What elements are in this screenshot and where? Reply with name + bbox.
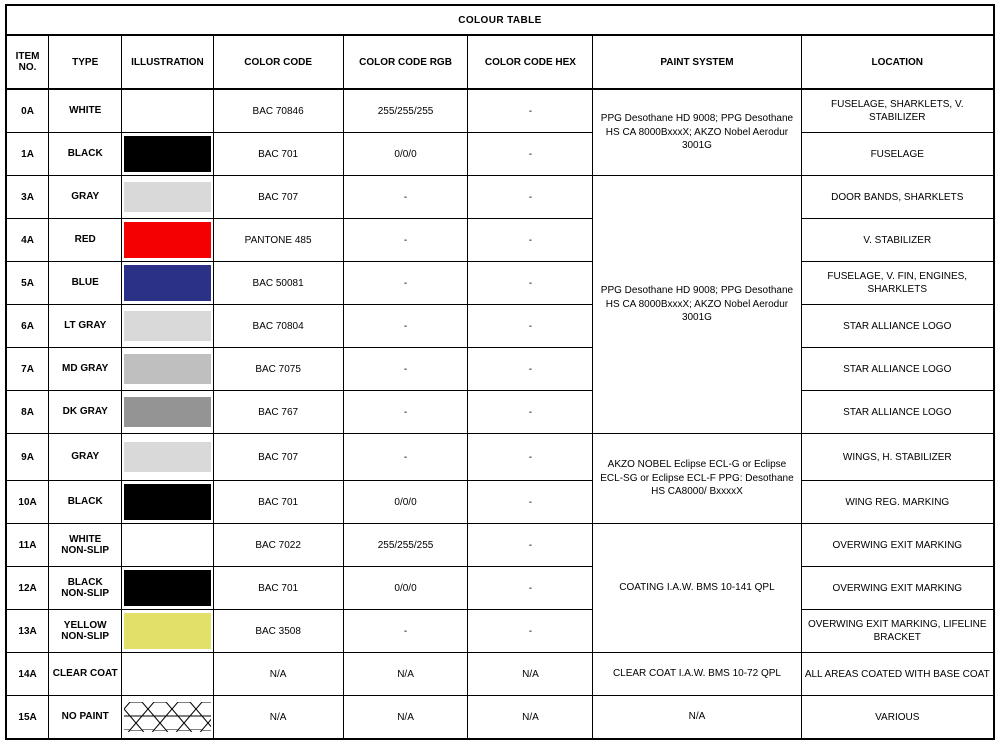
table-row bbox=[6, 391, 994, 434]
cell-color-code: BAC 70804 bbox=[213, 305, 343, 348]
cell-type-line2: NON-SLIP bbox=[61, 545, 110, 556]
cell-color-code-rgb: - bbox=[343, 176, 468, 219]
cell-illustration bbox=[122, 391, 213, 434]
cell-color-code: BAC 767 bbox=[213, 391, 343, 434]
cell-color-code-hex: - bbox=[468, 391, 593, 434]
cell-color-code: N/A bbox=[213, 653, 343, 696]
cell-color-code: BAC 701 bbox=[213, 133, 343, 176]
cell-color-code-rgb: 255/255/255 bbox=[343, 89, 468, 133]
table-header-row bbox=[6, 35, 994, 89]
cell-illustration bbox=[122, 610, 213, 653]
cell-color-code-rgb: 255/255/255 bbox=[343, 524, 468, 567]
cell-color-code-rgb: - bbox=[343, 219, 468, 262]
table-row bbox=[6, 481, 994, 524]
cell-item-no: 14A bbox=[6, 653, 49, 696]
cell-color-code: BAC 70846 bbox=[213, 89, 343, 133]
cell-type bbox=[49, 524, 122, 567]
cell-paint-system: N/A bbox=[593, 696, 801, 740]
cell-color-code: BAC 7075 bbox=[213, 348, 343, 391]
table-row bbox=[6, 610, 994, 653]
cell-color-code-rgb: - bbox=[343, 391, 468, 434]
cell-paint-system: AKZO NOBEL Eclipse ECL-G or Eclipse ECL-SG or Eclipse ECL-F PPG: Desothane HS CA8000/ BxxxxX bbox=[593, 434, 801, 524]
color-swatch bbox=[124, 222, 210, 258]
color-swatch bbox=[124, 613, 210, 649]
cell-color-code-hex: - bbox=[468, 133, 593, 176]
cell-color-code-rgb: 0/0/0 bbox=[343, 567, 468, 610]
cell-type-line2: NON-SLIP bbox=[61, 631, 110, 642]
cell-item-no: 10A bbox=[6, 481, 49, 524]
cell-color-code-rgb: - bbox=[343, 348, 468, 391]
hexagon-pattern-icon bbox=[124, 702, 210, 732]
cell-illustration bbox=[122, 696, 213, 740]
header-item-no bbox=[6, 35, 49, 89]
cell-type: BLACK bbox=[49, 133, 122, 176]
cell-illustration bbox=[122, 524, 213, 567]
cell-illustration bbox=[122, 89, 213, 133]
header-location: LOCATION bbox=[801, 35, 994, 89]
cell-location: WING REG. MARKING bbox=[801, 481, 994, 524]
header-color-code-rgb: COLOR CODE RGB bbox=[343, 35, 468, 89]
cell-location: ALL AREAS COATED WITH BASE COAT bbox=[801, 653, 994, 696]
table-row bbox=[6, 305, 994, 348]
table-title-row bbox=[6, 5, 994, 35]
cell-item-no: 13A bbox=[6, 610, 49, 653]
cell-type: NO PAINT bbox=[49, 696, 122, 740]
colour-table bbox=[5, 4, 995, 740]
cell-color-code-rgb: - bbox=[343, 305, 468, 348]
header-color-code: COLOR CODE bbox=[213, 35, 343, 89]
cell-type-line2: NON-SLIP bbox=[61, 588, 110, 599]
cell-item-no: 6A bbox=[6, 305, 49, 348]
table-row bbox=[6, 696, 994, 740]
table-row bbox=[6, 176, 994, 219]
cell-color-code-hex: - bbox=[468, 305, 593, 348]
cell-location: OVERWING EXIT MARKING bbox=[801, 567, 994, 610]
page-title: COLOUR TABLE bbox=[6, 5, 994, 35]
cell-item-no: 3A bbox=[6, 176, 49, 219]
cell-location: DOOR BANDS, SHARKLETS bbox=[801, 176, 994, 219]
color-swatch bbox=[124, 570, 210, 606]
cell-type: RED bbox=[49, 219, 122, 262]
cell-color-code-hex: - bbox=[468, 567, 593, 610]
cell-color-code-hex: - bbox=[468, 89, 593, 133]
cell-type: MD GRAY bbox=[49, 348, 122, 391]
table-row bbox=[6, 348, 994, 391]
color-swatch bbox=[124, 136, 210, 172]
table-row bbox=[6, 219, 994, 262]
header-color-code-hex: COLOR CODE HEX bbox=[468, 35, 593, 89]
cell-illustration bbox=[122, 176, 213, 219]
color-swatch bbox=[124, 182, 210, 212]
cell-location: FUSELAGE, V. FIN, ENGINES, SHARKLETS bbox=[801, 262, 994, 305]
color-swatch bbox=[124, 530, 210, 560]
cell-paint-system: PPG Desothane HD 9008; PPG Desothane HS CA 8000BxxxX; AKZO Nobel Aerodur 3001G bbox=[593, 89, 801, 176]
cell-paint-system: PPG Desothane HD 9008; PPG Desothane HS CA 8000BxxxX; AKZO Nobel Aerodur 3001G bbox=[593, 176, 801, 434]
cell-illustration bbox=[122, 348, 213, 391]
cell-illustration bbox=[122, 481, 213, 524]
cell-item-no: 1A bbox=[6, 133, 49, 176]
cell-item-no: 15A bbox=[6, 696, 49, 740]
cell-paint-system: COATING I.A.W. BMS 10-141 QPL bbox=[593, 524, 801, 653]
color-swatch bbox=[124, 354, 210, 384]
header-illustration: ILLUSTRATION bbox=[122, 35, 213, 89]
cell-color-code-rgb: - bbox=[343, 434, 468, 481]
table-row bbox=[6, 653, 994, 696]
table-row bbox=[6, 262, 994, 305]
table-row bbox=[6, 133, 994, 176]
cell-color-code-hex: - bbox=[468, 524, 593, 567]
cell-item-no: 11A bbox=[6, 524, 49, 567]
cell-item-no: 8A bbox=[6, 391, 49, 434]
cell-color-code-hex: - bbox=[468, 219, 593, 262]
cell-color-code-rgb: - bbox=[343, 262, 468, 305]
cell-color-code-rgb: N/A bbox=[343, 696, 468, 740]
cell-color-code-rgb: 0/0/0 bbox=[343, 481, 468, 524]
cell-color-code: BAC 3508 bbox=[213, 610, 343, 653]
cell-item-no: 0A bbox=[6, 89, 49, 133]
cell-color-code-hex: - bbox=[468, 176, 593, 219]
header-item-no-line1: ITEM bbox=[15, 51, 40, 62]
cell-color-code-hex: N/A bbox=[468, 653, 593, 696]
cell-color-code-hex: - bbox=[468, 610, 593, 653]
cell-color-code-hex: - bbox=[468, 434, 593, 481]
cell-type: WHITE bbox=[49, 89, 122, 133]
cell-location: OVERWING EXIT MARKING bbox=[801, 524, 994, 567]
cell-type: BLUE bbox=[49, 262, 122, 305]
cell-illustration bbox=[122, 653, 213, 696]
cell-color-code-hex: N/A bbox=[468, 696, 593, 740]
cell-location: FUSELAGE, SHARKLETS, V. STABILIZER bbox=[801, 89, 994, 133]
color-swatch bbox=[124, 442, 210, 472]
cell-illustration bbox=[122, 133, 213, 176]
cell-type: GRAY bbox=[49, 176, 122, 219]
cell-color-code: N/A bbox=[213, 696, 343, 740]
cell-item-no: 7A bbox=[6, 348, 49, 391]
cell-illustration bbox=[122, 262, 213, 305]
cell-type bbox=[49, 567, 122, 610]
cell-type: LT GRAY bbox=[49, 305, 122, 348]
cell-type: CLEAR COAT bbox=[49, 653, 122, 696]
cell-location: FUSELAGE bbox=[801, 133, 994, 176]
cell-color-code-rgb: 0/0/0 bbox=[343, 133, 468, 176]
cell-item-no: 12A bbox=[6, 567, 49, 610]
cell-item-no: 4A bbox=[6, 219, 49, 262]
cell-location: STAR ALLIANCE LOGO bbox=[801, 348, 994, 391]
table-row bbox=[6, 567, 994, 610]
cell-type: GRAY bbox=[49, 434, 122, 481]
cell-location: WINGS, H. STABILIZER bbox=[801, 434, 994, 481]
table-row bbox=[6, 524, 994, 567]
cell-location: VARIOUS bbox=[801, 696, 994, 740]
color-swatch bbox=[124, 484, 210, 520]
header-paint-system: PAINT SYSTEM bbox=[593, 35, 801, 89]
cell-location: STAR ALLIANCE LOGO bbox=[801, 391, 994, 434]
cell-illustration bbox=[122, 567, 213, 610]
cell-type-line1: WHITE bbox=[69, 533, 102, 545]
cell-color-code: BAC 707 bbox=[213, 176, 343, 219]
header-type: TYPE bbox=[49, 35, 122, 89]
cell-color-code-hex: - bbox=[468, 481, 593, 524]
cell-color-code: PANTONE 485 bbox=[213, 219, 343, 262]
cell-color-code: BAC 7022 bbox=[213, 524, 343, 567]
cell-location: STAR ALLIANCE LOGO bbox=[801, 305, 994, 348]
table-row bbox=[6, 89, 994, 133]
table-row bbox=[6, 434, 994, 481]
cell-color-code: BAC 50081 bbox=[213, 262, 343, 305]
cell-color-code: BAC 701 bbox=[213, 481, 343, 524]
cell-color-code-rgb: - bbox=[343, 610, 468, 653]
cell-illustration bbox=[122, 219, 213, 262]
color-swatch bbox=[124, 397, 210, 427]
color-swatch bbox=[124, 659, 210, 689]
color-swatch bbox=[124, 96, 210, 126]
cell-color-code: BAC 701 bbox=[213, 567, 343, 610]
cell-type bbox=[49, 610, 122, 653]
cell-item-no: 5A bbox=[6, 262, 49, 305]
cell-type-line1: BLACK bbox=[67, 576, 103, 588]
cell-paint-system: CLEAR COAT I.A.W. BMS 10-72 QPL bbox=[593, 653, 801, 696]
cell-location: OVERWING EXIT MARKING, LIFELINE BRACKET bbox=[801, 610, 994, 653]
cell-illustration bbox=[122, 305, 213, 348]
cell-type: DK GRAY bbox=[49, 391, 122, 434]
cell-location: V. STABILIZER bbox=[801, 219, 994, 262]
cell-type: BLACK bbox=[49, 481, 122, 524]
cell-item-no: 9A bbox=[6, 434, 49, 481]
cell-illustration bbox=[122, 434, 213, 481]
color-swatch bbox=[124, 265, 210, 301]
cell-color-code-hex: - bbox=[468, 262, 593, 305]
color-swatch bbox=[124, 311, 210, 341]
header-item-no-line2: NO. bbox=[18, 62, 37, 73]
table-body bbox=[6, 89, 994, 739]
cell-color-code-hex: - bbox=[468, 348, 593, 391]
cell-color-code: BAC 707 bbox=[213, 434, 343, 481]
cell-color-code-rgb: N/A bbox=[343, 653, 468, 696]
cell-type-line1: YELLOW bbox=[63, 619, 107, 631]
